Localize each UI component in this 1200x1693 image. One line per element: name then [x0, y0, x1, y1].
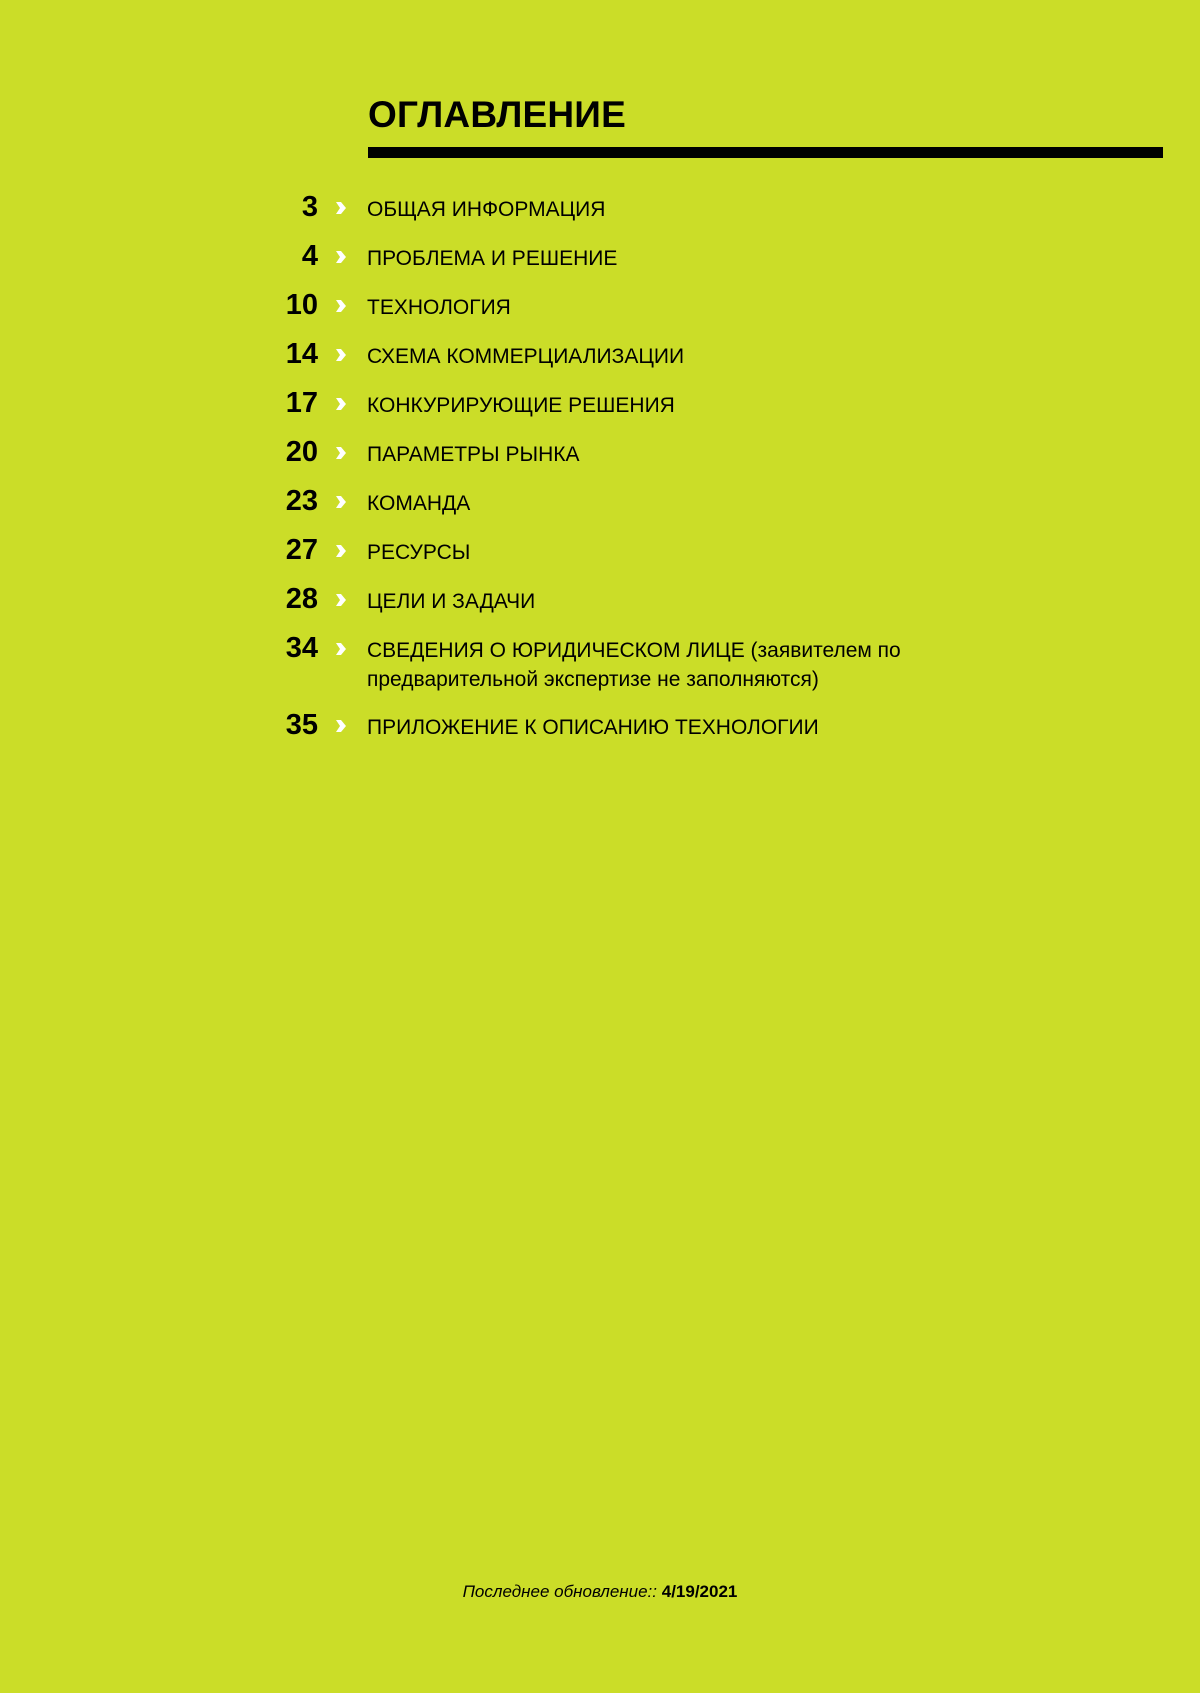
toc-entry[interactable] [0, 632, 1200, 706]
toc-entry[interactable] [0, 289, 1200, 333]
toc-entry[interactable] [0, 709, 1200, 753]
toc-entry[interactable] [0, 387, 1200, 431]
toc-entry-label: ПРОБЛЕМА И РЕШЕНИЕ [367, 247, 618, 270]
arrow-bullet-icon [335, 347, 347, 363]
arrow-bullet-icon [335, 641, 347, 657]
arrow-bullet-icon [335, 718, 347, 734]
toc-entry-label: КОНКУРИРУЮЩИЕ РЕШЕНИЯ [367, 394, 675, 417]
toc-page-number: 3 [301, 191, 318, 223]
toc-entry-label: ПРИЛОЖЕНИЕ К ОПИСАНИЮ ТЕХНОЛОГИИ [367, 716, 819, 739]
toc-page-number: 27 [285, 534, 318, 566]
arrow-bullet-icon [335, 592, 347, 608]
toc-entry-label: ОБЩАЯ ИНФОРМАЦИЯ [367, 198, 606, 221]
arrow-bullet-icon [335, 396, 347, 412]
arrow-bullet-icon [335, 494, 347, 510]
arrow-bullet-icon [335, 200, 347, 216]
toc-entry-label: ТЕХНОЛОГИЯ [367, 296, 511, 319]
toc-entry-label: СХЕМА КОММЕРЦИАЛИЗАЦИИ [367, 345, 685, 368]
toc-entry[interactable] [0, 240, 1200, 284]
toc-page-number: 35 [285, 709, 318, 741]
toc-entry-label: СВЕДЕНИЯ О ЮРИДИЧЕСКОМ ЛИЦЕ (заявителем по предварительной экспертизе не заполняются) [367, 639, 901, 691]
toc-entry[interactable] [0, 436, 1200, 480]
arrow-bullet-icon [335, 543, 347, 559]
toc-page-number: 14 [285, 338, 318, 370]
last-updated-date: 4/19/2021 [661, 1582, 738, 1601]
toc-page-number: 34 [285, 632, 318, 664]
toc-page-number: 17 [285, 387, 318, 419]
arrow-bullet-icon [335, 249, 347, 265]
toc-page-number: 10 [285, 289, 318, 321]
toc-entry[interactable] [0, 534, 1200, 578]
toc-page-number: 20 [285, 436, 318, 468]
last-updated-label: Последнее обновление:: [462, 1582, 658, 1601]
toc-entry-label: ПАРАМЕТРЫ РЫНКА [367, 443, 580, 466]
arrow-bullet-icon [335, 445, 347, 461]
arrow-bullet-icon [335, 298, 347, 314]
toc-entry-label: РЕСУРСЫ [367, 541, 471, 564]
toc-entry[interactable] [0, 485, 1200, 529]
toc-entry[interactable] [0, 191, 1200, 235]
toc-page-number: 28 [285, 583, 318, 615]
toc-page-number: 23 [285, 485, 318, 517]
toc-entry[interactable] [0, 583, 1200, 627]
toc-page-number: 4 [301, 240, 318, 272]
last-updated-footer [0, 1580, 1200, 1604]
toc-entry-label: ЦЕЛИ И ЗАДАЧИ [367, 590, 536, 613]
toc-entry[interactable] [0, 338, 1200, 382]
page-title: ОГЛАВЛЕНИЕ [368, 94, 626, 135]
toc-entry-label: КОМАНДА [367, 492, 471, 515]
